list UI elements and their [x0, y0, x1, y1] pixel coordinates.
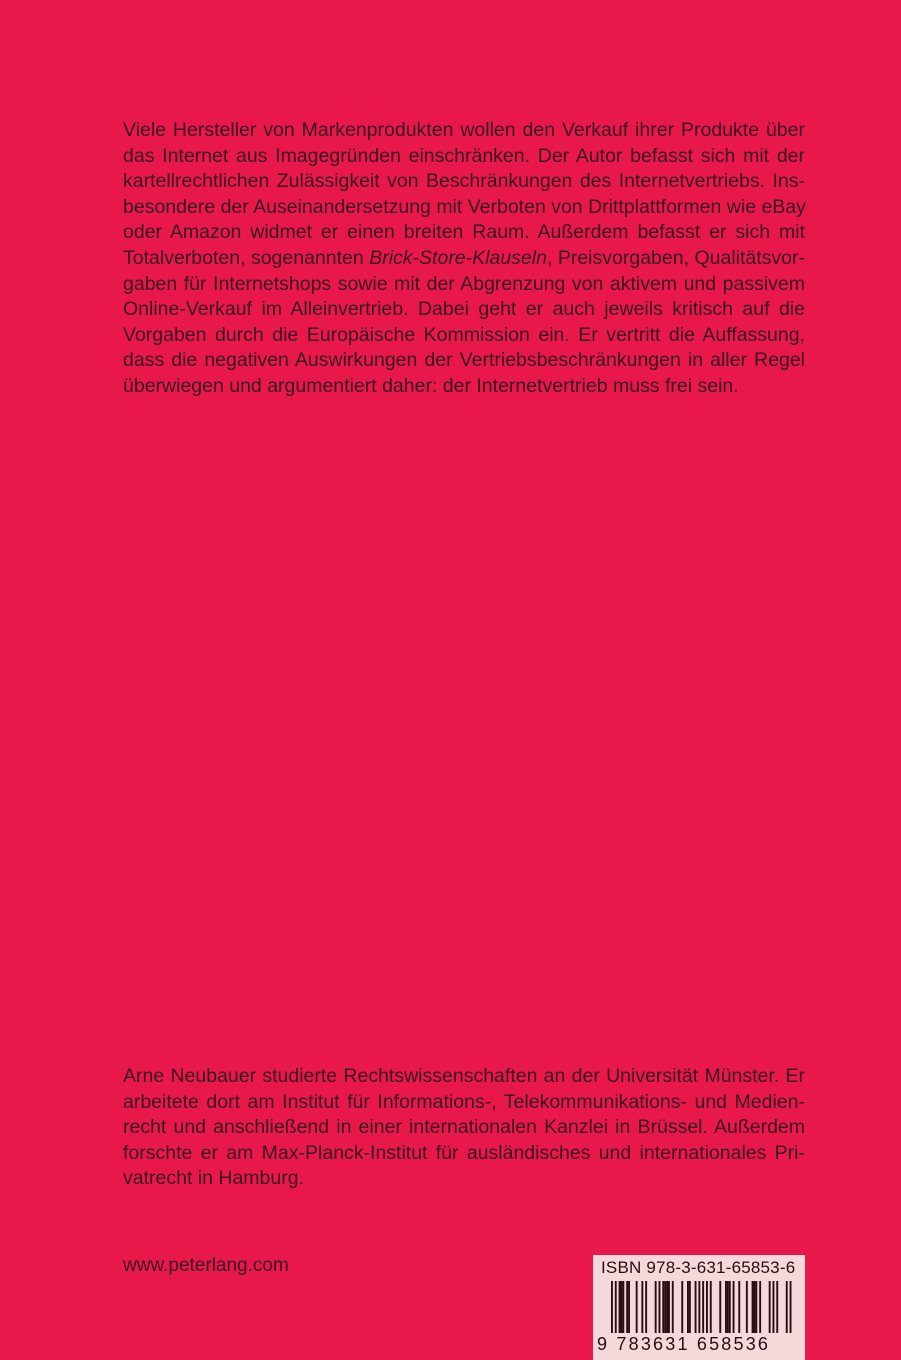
barcode-bar: [681, 1281, 683, 1333]
barcode-bar: [773, 1281, 775, 1333]
barcode-bar: [698, 1281, 700, 1341]
blurb-line: besondere der Auseinandersetzung mit Verboten von Drittplattformen wie eBay: [123, 195, 806, 218]
author-bio: [123, 1064, 805, 1192]
bio-line: vatrecht in Hamburg.: [123, 1167, 304, 1190]
barcode-bar: [621, 1281, 623, 1333]
barcode-bar: [622, 1281, 624, 1333]
barcode-bar: [752, 1281, 754, 1333]
barcode-bar: [659, 1281, 661, 1333]
blurb-line: überwiegen und argumentiert daher: der Internetvertrieb muss frei sein.: [123, 374, 739, 397]
blurb-line: das Internet aus Imagegründen einschränken. Der Autor befasst sich mit der: [123, 144, 805, 167]
barcode-bar: [666, 1281, 668, 1333]
blurb-line-with-italic: [123, 246, 805, 272]
bio-line: Arne Neubauer studierte Rechtswissenschaften an der Universität Münster. Er: [123, 1065, 805, 1087]
barcode-bar: [706, 1281, 708, 1333]
barcode-bar: [790, 1281, 792, 1341]
barcode-bar: [776, 1281, 778, 1333]
blurb-text: [123, 118, 805, 400]
barcode-bar: [662, 1281, 664, 1333]
blurb-line: oder Amazon widmet er einen breiten Raum. Außerdem befasst er sich mit: [123, 221, 805, 244]
blurb-line-post: , Preisvorgaben, Qualitätsvor-: [546, 246, 806, 269]
barcode-bar: [641, 1281, 643, 1333]
blurb-line: gaben für Internetshops sowie mit der Abgrenzung von aktivem und passivem: [123, 272, 805, 295]
barcode-bar: [702, 1281, 704, 1341]
barcode-bar: [755, 1281, 757, 1333]
barcode-bar: [729, 1281, 731, 1333]
barcode-bar: [689, 1281, 691, 1333]
isbn-barcode-box: [593, 1255, 805, 1360]
barcode-bar: [668, 1281, 670, 1333]
brick-store-term: Brick-Store-Klauseln: [369, 246, 547, 269]
barcode-bar: [626, 1281, 628, 1333]
barcode-bar: [769, 1281, 771, 1333]
barcode-bar: [746, 1281, 748, 1333]
barcode-bar: [733, 1281, 735, 1333]
barcode-bar: [672, 1281, 674, 1333]
blurb-line: Vorgaben durch die Europäische Kommission ein. Er vertritt die Auffassung,: [123, 323, 805, 346]
blurb-line: Online-Verkauf im Alleinvertrieb. Dabei geht er auch jeweils kritisch auf die: [123, 298, 805, 321]
barcode-bar: [615, 1281, 617, 1341]
barcode-bar: [786, 1281, 788, 1341]
barcode-bar: [611, 1281, 613, 1341]
blurb-line: kartellrechtlichen Zulässigkeit von Beschränkungen des Internetvertriebs. Ins-: [123, 170, 805, 193]
barcode-bar: [754, 1281, 756, 1333]
barcode-bar: [719, 1281, 721, 1333]
bio-line: recht und anschließend in einer internationalen Kanzlei in Brüssel. Außerdem: [123, 1116, 805, 1139]
barcode-bars: [597, 1281, 797, 1341]
bio-line: arbeitete dort am Institut für Informations-, Telekommunikations- und Medien-: [123, 1090, 805, 1113]
barcode-bar: [695, 1281, 697, 1333]
blurb-line-pre: Totalverboten, sogenannten: [123, 246, 370, 269]
barcode-bar: [759, 1281, 761, 1333]
bio-line: forschte er am Max-Planck-Institut für ausländisches und internationales Pri-: [123, 1141, 805, 1164]
barcode-bar: [636, 1281, 638, 1333]
barcode-bar: [619, 1281, 621, 1333]
blurb-line: dass die negativen Auswirkungen der Vertriebsbeschränkungen in aller Regel: [123, 349, 805, 372]
isbn-label: ISBN 978-3-631-65853-6: [601, 1258, 796, 1277]
barcode-bar: [725, 1281, 727, 1333]
barcode-bar: [710, 1281, 712, 1333]
publisher-url: www.peterlang.com: [123, 1255, 289, 1276]
barcode-bar: [738, 1281, 740, 1333]
blurb-line: Viele Hersteller von Markenprodukten wollen den Verkauf ihrer Produkte über: [123, 119, 805, 141]
barcode-bar: [727, 1281, 729, 1333]
barcode-digits: 9 783631 658536: [597, 1333, 801, 1355]
barcode-bar: [645, 1281, 647, 1333]
barcode-bar: [628, 1281, 630, 1333]
barcode-bar: [655, 1281, 657, 1333]
barcode-bar: [664, 1281, 666, 1333]
barcode-bar: [687, 1281, 689, 1333]
